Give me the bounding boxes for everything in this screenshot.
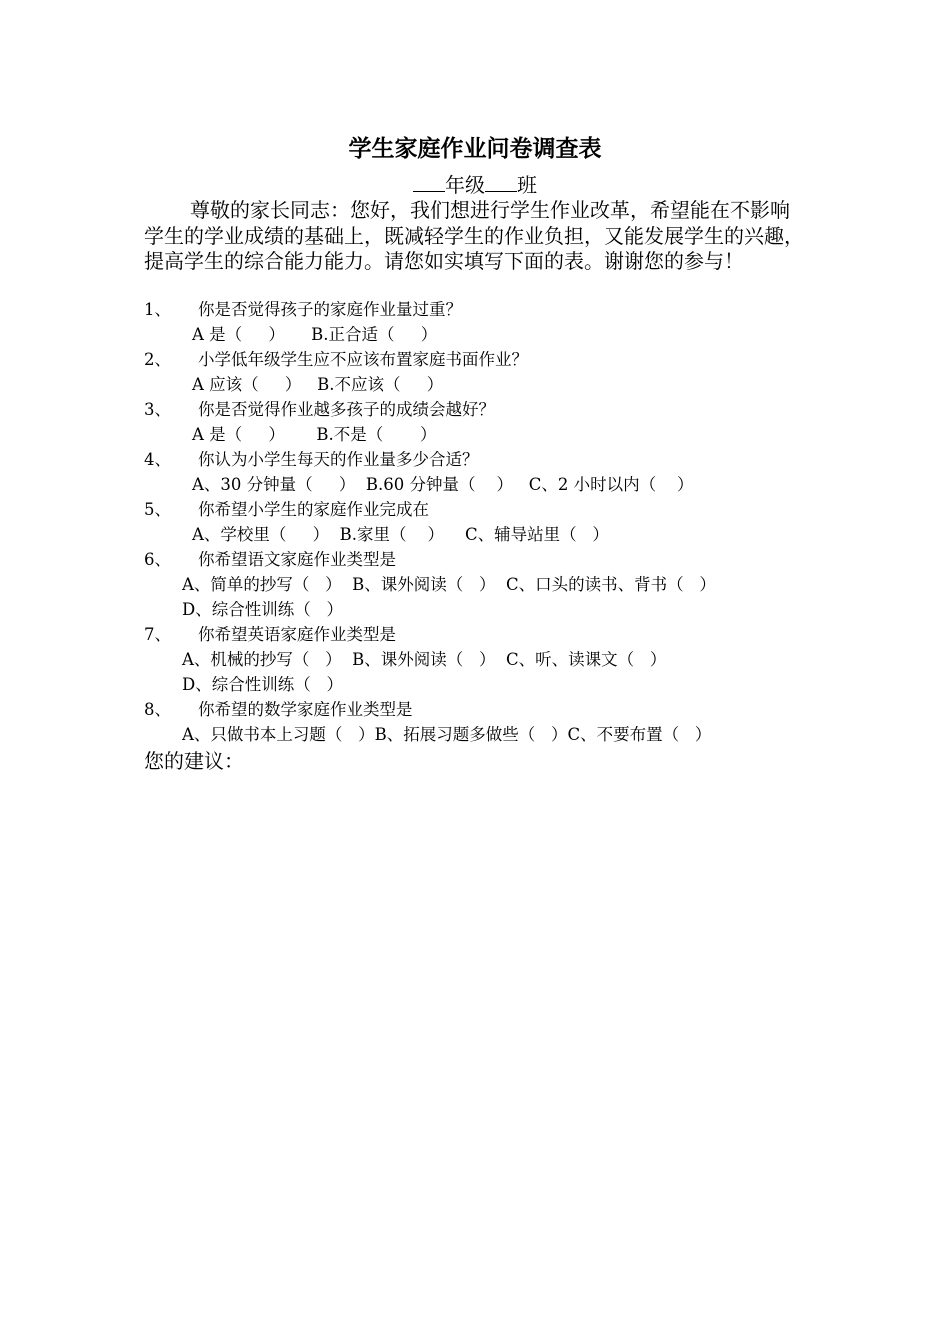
class-label: 班 <box>517 173 537 197</box>
grade-label: 年级 <box>445 173 485 197</box>
question-text: 你希望的数学家庭作业类型是 <box>198 700 413 719</box>
question-8 <box>144 699 413 721</box>
question-7 <box>144 624 396 646</box>
question-5-options[interactable]: A、学校里（ ） B.家里（ ） C、辅导站里（ ） <box>192 525 609 544</box>
question-text: 你希望小学生的家庭作业完成在 <box>198 500 429 519</box>
question-5 <box>144 499 429 521</box>
question-1-options[interactable]: A 是（ ） B.正合适（ ） <box>192 325 438 344</box>
page-title: 学生家庭作业问卷调查表 <box>348 135 602 162</box>
question-6-options-line-2[interactable]: D、综合性训练（ ） <box>182 600 343 619</box>
question-number: 4、 <box>144 450 171 469</box>
question-number: 6、 <box>144 550 171 569</box>
question-text: 你是否觉得孩子的家庭作业量过重？ <box>198 300 462 319</box>
question-number: 2、 <box>144 350 171 369</box>
question-number: 1、 <box>144 300 171 319</box>
question-number: 8、 <box>144 700 171 719</box>
question-text: 你认为小学生每天的作业量多少合适？ <box>198 450 479 469</box>
question-3 <box>144 399 495 421</box>
question-7-options-line-1[interactable]: A、机械的抄写（ ） B、课外阅读（ ） C、听、读课文（ ） <box>182 650 667 669</box>
question-6 <box>144 549 396 571</box>
class-blank[interactable] <box>485 173 517 192</box>
grade-blank[interactable] <box>413 173 445 192</box>
question-2 <box>144 349 528 371</box>
question-text: 你希望语文家庭作业类型是 <box>198 550 396 569</box>
grade-class-line <box>0 172 950 198</box>
question-text: 你是否觉得作业越多孩子的成绩会越好？ <box>198 400 495 419</box>
question-7-options-line-2[interactable]: D、综合性训练（ ） <box>182 675 343 694</box>
question-text: 你希望英语家庭作业类型是 <box>198 625 396 644</box>
suggestion-label: 您的建议： <box>144 749 244 773</box>
question-8-options[interactable]: A、只做书本上习题（ ）B、拓展习题多做些（ ）C、不要布置（ ） <box>182 725 712 744</box>
intro-paragraph: 尊敬的家长同志：您好，我们想进行学生作业改革，希望能在不影响学生的学业成绩的基础上，既减轻学生的作业负担，又能发展学生的兴趣，提高学生的综合能力能力。请您如实填写下面的表。谢谢您的参与！ <box>144 198 804 273</box>
question-3-options[interactable]: A 是（ ） B.不是（ ） <box>192 425 437 444</box>
question-2-options[interactable]: A 应该（ ） B.不应该（ ） <box>192 375 444 394</box>
question-1 <box>144 299 462 321</box>
question-4 <box>144 449 479 471</box>
question-number: 5、 <box>144 500 171 519</box>
question-number: 7、 <box>144 625 171 644</box>
question-4-options[interactable]: A、30 分钟量（ ） B.60 分钟量（ ） C、2 小时以内（ ） <box>192 475 694 494</box>
question-text: 小学低年级学生应不应该布置家庭书面作业？ <box>198 350 528 369</box>
question-6-options-line-1[interactable]: A、简单的抄写（ ） B、课外阅读（ ） C、口头的读书、背书（ ） <box>182 575 716 594</box>
question-number: 3、 <box>144 400 171 419</box>
